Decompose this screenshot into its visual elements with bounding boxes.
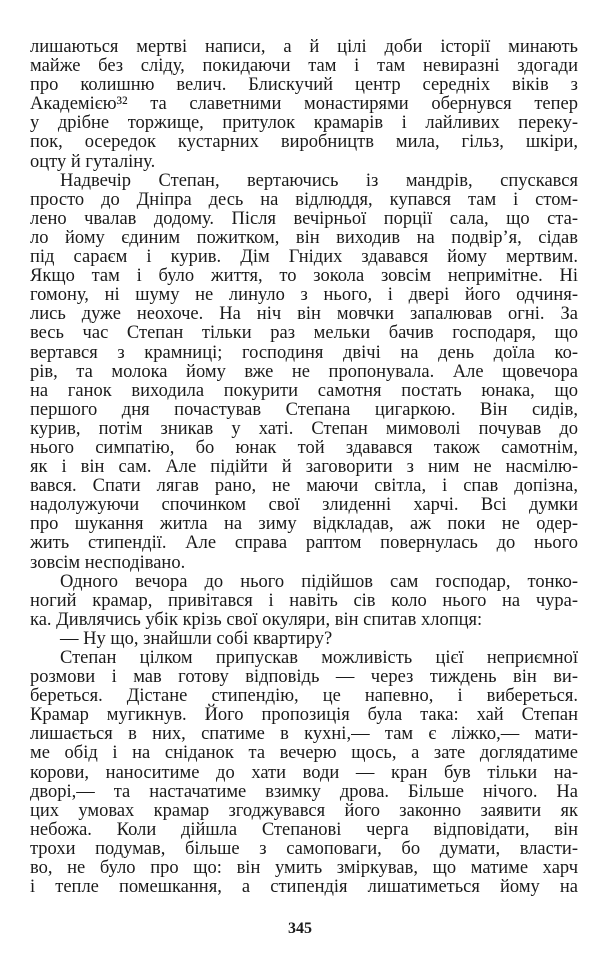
text-line: небожа. Коли дійшла Степанові черга відповідати, він	[30, 819, 578, 840]
text-line: на ганок виходила покурити самотня постать юнака, що	[30, 380, 578, 401]
page-body-text	[30, 38, 578, 897]
text-line: лено чвалав додому. Після вечірньої порції сала, що ста-	[30, 208, 578, 229]
text-line: береться. Дістане стипендію, це напевно, і вибереться.	[30, 686, 578, 707]
text-line: рів, та молока йому вже не пропонувала. Але щовечора	[30, 361, 578, 382]
text-line: вався. Спати лягав рано, не маючи світла, і спав допізна,	[30, 476, 578, 497]
text-line: першого дня почастував Степана цигаркою. Він сидів,	[30, 399, 578, 420]
text-line: во, не було про що: він умить зміркував, що матиме харч	[30, 858, 578, 879]
paragraph	[30, 172, 578, 573]
text-line: ме обід і на сніданок та вечерю щось, а зате доглядатиме	[30, 743, 578, 764]
text-line: цих умовах крамар згоджувався його законно заявити як	[30, 800, 578, 821]
text-line: про колишню велич. Блискучий центр середніх віків з	[30, 75, 578, 96]
text-line: Якщо там і було життя, то зокола зовсім непримітне. Ні	[30, 266, 578, 287]
page-number: 345	[288, 920, 312, 937]
paragraph	[30, 630, 578, 649]
paragraph	[30, 38, 578, 172]
text-line: нього симпатію, бо юнак той здавався також самотнім,	[30, 437, 578, 458]
text-line: дворі,— та настачатиме взимку дрова. Більше нічого. На	[30, 781, 578, 802]
text-line: про шукання житла на зиму відкладав, аж поки не одер-	[30, 514, 578, 535]
text-line: просто до Дніпра десь на відлюддя, купався там і стом-	[30, 189, 578, 210]
text-line: корови, наноситиме до хати води — кран був тільки на-	[30, 762, 578, 783]
text-line: Академією³² та славетними монастирями обернувся тепер	[30, 94, 578, 115]
text-line: пок, осередок кустарних виробництв мила, гільз, шкіри,	[30, 132, 578, 153]
text-line: лись дуже неохоче. На ніч він мовчки запалював огні. За	[30, 304, 578, 325]
text-line: ногий крамар, привітався і навіть сів коло нього на чура-	[30, 590, 578, 611]
text-line: жить стипендії. Але справа раптом повернулась до нього	[30, 533, 578, 554]
text-line: гомону, ні шуму не линуло з нього, і двері його одчиня-	[30, 285, 578, 306]
text-line: зовсім несподівано.	[30, 552, 186, 573]
text-line: лишається в них, спатиме в кухні,— там є ліжко,— мати-	[30, 724, 578, 745]
text-line: і тепле помешкання, а стипендія лишатиметься йому на	[30, 877, 578, 898]
text-line: вертався з крамниці; господиня двічі на день доїла ко-	[30, 342, 578, 363]
text-line: оцту й гуталіну.	[30, 151, 156, 172]
text-line: — Ну що, знайшли собі квартиру?	[60, 628, 333, 649]
text-line: ка. Дивлячись убік крізь свої окуляри, він спитав хлопця:	[30, 609, 483, 630]
text-line: Крамар мугикнув. Його пропозиція була така: хай Степан	[30, 705, 578, 726]
text-line: Степан цілком припускав можливість цієї неприємної	[60, 648, 578, 668]
text-line: під сараєм і курив. Дім Гнідих здавався йому мертвим.	[30, 247, 578, 268]
text-line: як і він сам. Але підійти й заговорити з ним не насмілю-	[30, 457, 578, 478]
paragraph	[30, 573, 578, 630]
text-line: майже без сліду, покидаючи там і там невиразні здогади	[30, 56, 578, 77]
text-line: весь час Степан тільки раз мельки бачив господаря, що	[30, 323, 578, 344]
text-line: лишаються мертві написи, а й цілі доби історії минають	[30, 37, 578, 57]
text-line: ло йому єдиним пожитком, він виходив на подвір’я, сідав	[30, 227, 578, 248]
text-line: курив, потім зникав у хаті. Степан мимоволі почував до	[30, 418, 578, 439]
text-line: надолужуючи спочинком свої злиденні харчі. Всі думки	[30, 495, 578, 516]
text-line: Одного вечора до нього підійшов сам господар, тонко-	[60, 571, 578, 592]
text-line: трохи подумав, більше з самоповаги, бо думати, власти-	[30, 838, 578, 859]
text-line: Надвечір Степан, вертаючись із мандрів, спускався	[60, 170, 578, 191]
text-line: розмови і мав готову відповідь — через тиждень він ви-	[30, 667, 578, 688]
paragraph	[30, 649, 578, 897]
text-line: у дрібне торжище, притулок крамарів і лайливих переку-	[30, 113, 578, 134]
